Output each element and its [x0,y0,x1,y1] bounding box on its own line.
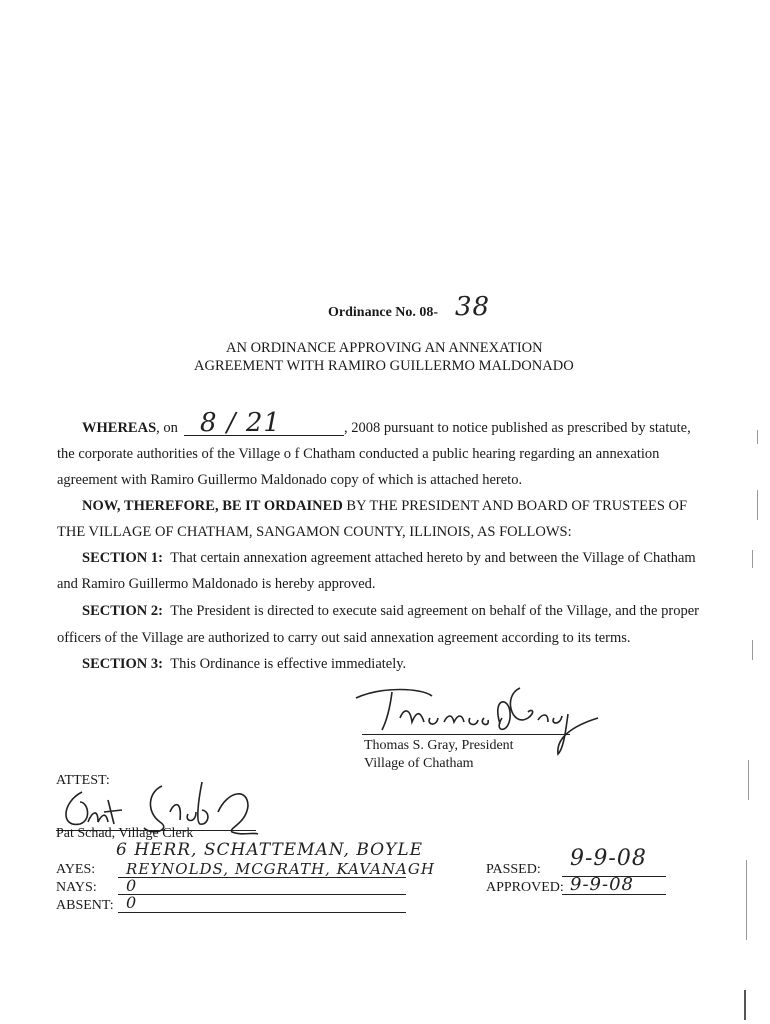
passed-label: PASSED: [486,862,541,877]
scan-speck [757,490,758,520]
scan-speck [752,640,753,660]
attest-label: ATTEST: [56,773,110,788]
whereas-label [82,420,178,437]
scan-speck [746,860,747,940]
section-1-label: SECTION 1: [82,550,163,566]
president-org: Village of Chatham [364,756,474,771]
whereas-line3: agreement with Ramiro Guillermo Maldonado copy of which is attached hereto. [57,472,523,488]
president-signature-line [362,734,570,735]
nays-value: 0 [126,876,138,895]
now-therefore-line2: THE VILLAGE OF CHATHAM, SANGAMON COUNTY, ILLINOIS, AS FOLLOWS: [57,524,572,540]
ayes-names-line1: 6 HERR, SCHATTEMAN, BOYLE [116,840,424,860]
section-2-line2: officers of the Village are authorized to carry out said annexation agreement according to its terms. [57,630,631,646]
whereas-rest: pursuant to notice published as prescribed by statute, [380,420,691,436]
president-name-title: Thomas S. Gray, President [364,738,514,753]
whereas-line1-rest [344,420,691,437]
nays-line [118,894,406,895]
whereas-year: , 2008 [344,420,381,436]
nays-label: NAYS: [56,880,97,895]
whereas-keyword: WHEREAS [82,420,157,436]
whereas-date-handwritten: 8 / 21 [200,408,281,438]
absent-line [118,912,406,913]
ayes-line [118,877,406,878]
now-therefore-bold: NOW, THEREFORE, BE IT ORDAINED [82,498,343,514]
ayes-names-line2: REYNOLDS, MCGRATH, KAVANAGH [126,860,435,878]
approved-label: APPROVED: [486,880,564,895]
section-1-line1 [82,550,696,567]
ordinance-title-line2: AGREEMENT WITH RAMIRO GUILLERMO MALDONADO [194,358,574,374]
approved-line [562,894,666,895]
scan-speck [757,430,758,444]
whereas-line2: the corporate authorities of the Village o f Chatham conducted a public hearing regarding an annexation [57,446,660,462]
ordinance-title-line1: AN ORDINANCE APPROVING AN ANNEXATION [226,340,543,356]
ordinance-number [328,305,438,321]
section-2-line1 [82,603,699,620]
section-1-line2: and Ramiro Guillermo Maldonado is hereby approved. [57,576,376,592]
ordinance-number-label: Ordinance No. 08- [328,305,439,320]
section-1-text: That certain annexation agreement attached hereto by and between the Village of Chatham [170,550,696,566]
scan-speck [744,990,746,1020]
now-therefore-rest: BY THE PRESIDENT AND BOARD OF TRUSTEES OF [342,498,688,514]
section-3-text: This Ordinance is effective immediately. [170,656,407,672]
ordinance-number-handwritten: 38 [455,292,491,322]
absent-label: ABSENT: [56,898,114,913]
passed-value: 9-9-08 [570,846,647,871]
section-2-text: The President is directed to execute said agreement on behalf of the Village, and the proper [170,603,699,619]
section-3-line1 [82,656,406,673]
clerk-name: Pat Schad, Village Clerk [56,826,194,841]
section-2-label: SECTION 2: [82,603,163,619]
scan-speck [752,550,753,568]
approved-value: 9-9-08 [570,874,634,895]
now-therefore-line1 [82,498,687,515]
ayes-label: AYES: [56,862,96,877]
section-3-label: SECTION 3: [82,656,163,672]
scan-speck [748,760,749,800]
absent-value: 0 [126,893,138,912]
whereas-on: , on [156,420,178,436]
